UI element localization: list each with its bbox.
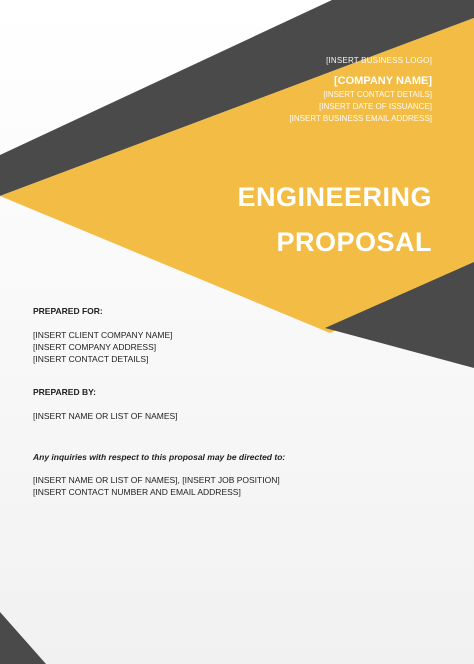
title-line-1: ENGINEERING [237, 182, 432, 212]
bottom-left-dark-corner [0, 612, 46, 664]
client-company-name: [INSERT CLIENT COMPANY NAME] [33, 330, 173, 340]
business-logo-placeholder: [INSERT BUSINESS LOGO] [326, 56, 432, 65]
client-contact-details: [INSERT CONTACT DETAILS] [33, 354, 149, 364]
date-of-issuance: [INSERT DATE OF ISSUANCE] [319, 102, 432, 111]
company-address: [INSERT COMPANY ADDRESS] [33, 342, 157, 352]
inquiry-name-position: [INSERT NAME OR LIST OF NAMES], [INSERT JOB POSITION] [33, 475, 280, 485]
header-block [289, 56, 432, 125]
preparer-names: [INSERT NAME OR LIST OF NAMES] [33, 411, 178, 421]
company-name: [COMPANY NAME] [334, 75, 432, 87]
contact-details: [INSERT CONTACT DETAILS] [323, 90, 432, 99]
prepared-by-label: PREPARED BY: [33, 387, 96, 397]
proposal-details [33, 306, 433, 498]
page-title [237, 175, 432, 265]
inquiries-label: Any inquiries with respect to this proposal may be directed to: [33, 452, 286, 462]
inquiry-contact: [INSERT CONTACT NUMBER AND EMAIL ADDRESS] [33, 487, 241, 497]
title-line-2: PROPOSAL [276, 227, 432, 257]
business-email: [INSERT BUSINESS EMAIL ADDRESS] [289, 114, 432, 123]
prepared-for-label: PREPARED FOR: [33, 306, 103, 316]
